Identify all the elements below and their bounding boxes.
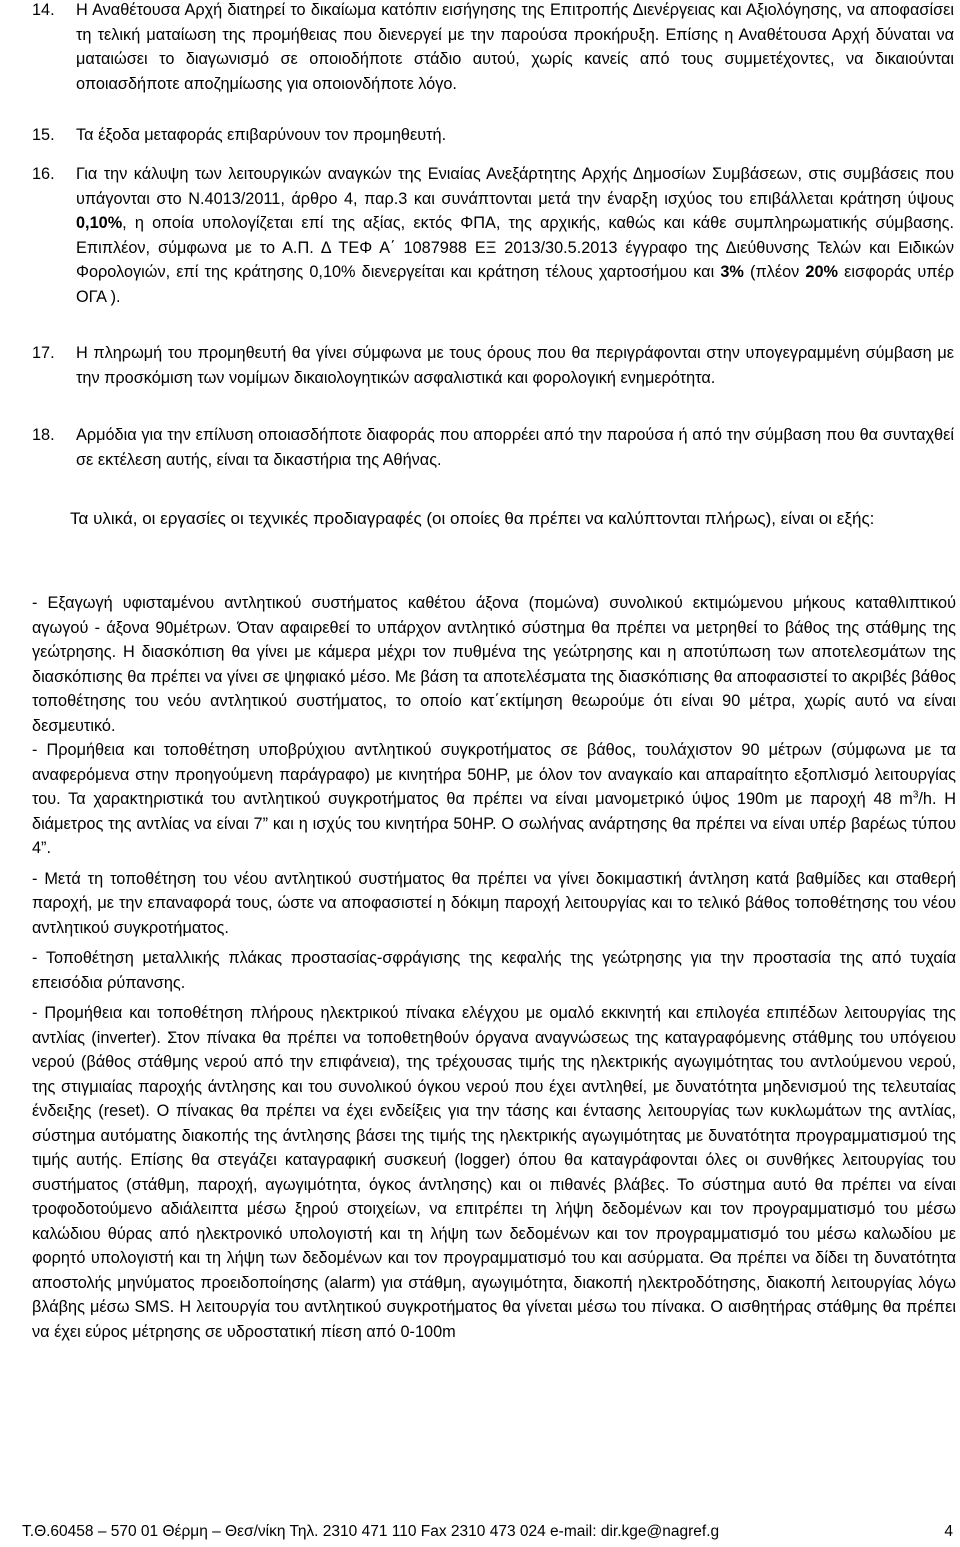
bold-run: 0,10% [76, 214, 123, 232]
specs-intro: Τα υλικά, οι εργασίες οι τεχνικές προδιαγραφές (οι οποίες θα πρέπει να καλύπτονται πλήρως), είναι οι εξής: [70, 509, 875, 528]
footer-address: Τ.Θ.60458 – 570 01 Θέρμη – Θεσ/νίκη Τηλ. 2310 471 110 Fax 2310 473 024 e-mail: dir.kge@nagref.g [22, 1523, 720, 1540]
item-number: 15. [32, 126, 55, 144]
item-text: Η Αναθέτουσα Αρχή διατηρεί το δικαίωμα κατόπιν εισήγησης της Επιτροπής Διενέργειας και Αξιολόγησης, να αποφασίσει τη τελική ματαίωση της προμήθειας που διενεργεί με την παρούσα προκήρυξη. Επίσης η Αναθέτουσα Αρχή δύναται να ματαιώσει το διαγωνισμό σε οποιοδήποτε στάδιο αυτού, χωρίς κανείς από τους συμμετέχοντες, να δικαιούνται οποιασδήποτε αποζημίωσης για οποιονδήποτε λόγο. [76, 1, 954, 93]
item-number: 18. [32, 426, 55, 444]
list-item-18 [32, 423, 954, 472]
bold-run: 3% [720, 263, 744, 281]
list-item-15 [32, 123, 954, 148]
list-item-14 [32, 0, 954, 96]
spec-paragraph: - Προμήθεια και τοποθέτηση πλήρους ηλεκτρικού πίνακα ελέγχου με ομαλό εκκινητή και επιλογέα επιπέδων λειτουργίας της αντλίας (inverter). Στον πίνακα θα πρέπει να τοποθετηθούν όργανα αναγνώσεως της καταγραφόμενης στάθμης του υπόγειου νερού (βάθος στάθμης νερού από την επιφάνεια), της τρέχουσας τιμής της ηλεκτρικής αγωγιμότητας του αντλούμενου νερού, της στιγμιαίας παροχής άντλησης και του συνολικού όγκου νερού που έχει αντληθεί, με δυνατότητα μηδενισμού της τελευταίας ένδειξης (reset). Ο πίνακας θα πρέπει να έχει ενδείξεις για την τάσης και έντασης λειτουργίας των κυκλωμάτων της αντλίας, σύστημα αυτόματης διακοπής της άντλησης βάσει της τιμής της ηλεκτρικής αγωγιμότητας με δυνατότητα προγραμματισμού της τιμής αυτής. Επίσης θα στεγάζει καταγραφική συσκευή (logger) όπου θα καταγράφονται όλες οι συνθήκες λειτουργίας του συστήματος (στάθμη, παροχή, αγωγιμότητα, όγκος άντλησης) και οι πιθανές βλάβες. Το σύστημα αυτό θα πρέπει να είναι τροφοδοτούμενο αδιάλειπτα μέσω ξηρού στοιχείων, να επιτρέπει τη λήψη δεδομένων και τον προγραμματισμό του μέσω καλώδιου θύρας από ηλεκτρονικό υπολογιστή και τη λήψη των δεδομένων και τον προγραμματισμό του μέσω καλωδίου με φορητό υπολογιστή και τη λήψη των δεδομένων και τον προγραμματισμό του και ασύρματα. Θα πρέπει να δίδει τη δυνατότητα αποστολής μηνύματος προειδοποίησης (alarm) για στάθμη, αγωγιμότητα, διακοπή ηλεκτροδότησης, διακοπή λειτουργίας λόγω βλάβης μέσω SMS. Η λειτουργία του αντλητικού συγκροτήματος θα γίνεται μέσω του πίνακα. Ο αισθητήρας στάθμης θα πρέπει να έχει εύρος μέτρησης σε υδροστατική πίεση από 0-100m [32, 1004, 956, 1341]
item-number: 17. [32, 344, 55, 362]
item-number: 16. [32, 165, 55, 183]
text-run: , η οποία υπολογίζεται επί της αξίας, εκτός ΦΠΑ, της αρχικής, καθώς και κάθε συμπληρωματικής σύμβασης. Επιπλέον, σύμφωνα με το Α.Π. Δ ΤΕΦ Α΄ 1087988 ΕΞ 2013/30.5.2013 έγγραφο της Διεύθυνσης Τελών και Ειδικών Φορολογιών, επί της κράτησης 0,10% διενεργείται και κράτηση τέλους χαρτοσήμου και [76, 214, 954, 281]
spec-paragraph [32, 738, 956, 861]
item-text: Τα έξοδα μεταφοράς επιβαρύνουν τον προμηθευτή. [76, 126, 447, 144]
text-run: Για την κάλυψη των λειτουργικών αναγκών της Ενιαίας Ανεξάρτητης Αρχής Δημοσίων Συμβάσεων, στις συμβάσεις που υπάγονται στο Ν.4013/2011, άρθρο 4, παρ.3 και συνάπτονται μετά την έναρξη ισχύος του επιβάλλεται κράτηση ύψους [76, 165, 954, 208]
item-text [76, 162, 954, 309]
item-number: 14. [32, 1, 55, 19]
spec-paragraph: - Εξαγωγή υφισταμένου αντλητικού συστήματος καθέτου άξονα (πομώνα) συνολικού εκτιμώμενου μήκους καταθλιπτικού αγωγού - άξονα 90μέτρων. Όταν αφαιρεθεί το υπάρχον αντλητικό σύστημα θα πρέπει να μετρηθεί το βάθος της στάθμης της γεώτρησης. Η διασκόπιση θα γίνει με κάμερα μέχρι τον πυθμένα της γεώτρησης και η αποτύπωση των αποτελεσμάτων της διασκόπισης θα πρέπει να γίνει σε ψηφιακό μέσο. Με βάση τα αποτελέσματα της διασκόπισης θα αποφασιστεί το ακριβές βάθος τοποθέτησης του νεόυ αντλητικού συστήματος, το οποίο κατ΄εκτίμηση θεωρούμε ότι είναι 90 μέτρα, χωρίς αυτό να είναι δεσμευτικό. [32, 594, 956, 735]
item-text: Αρμόδια για την επίλυση οποιασδήποτε διαφοράς που απορρέει από την παρούσα ή από την σύμβαση που θα συνταχθεί σε εκτέλεση αυτής, είναι τα δικαστήρια της Αθήνας. [76, 426, 954, 469]
spec-paragraph: - Μετά τη τοποθέτηση του νέου αντλητικού συστήματος θα πρέπει να γίνει δοκιμαστική άντληση κατά βαθμίδες και σταθερή παροχή, με την επαναφορά τους, ώστε να αποφασιστεί η δόκιμη παροχή λειτουργίας και το τελικό βάθος τοποθέτησης του νέου αντλητικού συγκροτήματος. [32, 869, 956, 937]
text-run: /h. Η διάμετρος της αντλίας να είναι 7” και η ισχύς του κινητήρα 50HP. Ο σωλήνας ανάρτησης θα πρέπει να είναι υπέρ βαρέως τύπου 4”. [32, 790, 956, 857]
list-item-16 [32, 162, 954, 309]
superscript: 3 [912, 789, 919, 801]
specifications-list [32, 591, 956, 1344]
list-item-17 [32, 341, 954, 390]
page-number: 4 [944, 1523, 953, 1540]
spec-paragraph: - Τοποθέτηση μεταλλικής πλάκας προστασίας-σφράγισης της κεφαλής της γεώτρησης για την προστασία της από τυχαία επεισόδια ρύπανσης. [32, 949, 956, 992]
bold-run: 20% [805, 263, 839, 281]
text-run: - Προμήθεια και τοποθέτηση υποβρύχιου αντλητικού συγκροτήματος σε βάθος, τουλάχιστον 90 μέτρων (σύμφωνα με τα αναφερόμενα στην προηγούμενη παράγραφο) με κινητήρα 50HP, με όλον τον αναγκαίο και απαραίτητο εξοπλισμό λειτουργίας του. Τα χαρακτηριστικά του αντλητικού συγκροτήματος θα πρέπει να είναι μανομετρικό ύψος 190m με παροχή 48 m [32, 741, 956, 808]
text-run: (πλέον [743, 263, 806, 281]
item-text: Η πληρωμή του προμηθευτή θα γίνει σύμφωνα με τους όρους που θα περιγράφονται στην υπογεγραμμένη σύμβαση με την προσκόμιση των νομίμων δικαιολογητικών ασφαλιστικά και φορολογική ενημερότητα. [76, 344, 954, 387]
text-run: εισφοράς υπέρ ΟΓΑ ). [76, 263, 955, 306]
